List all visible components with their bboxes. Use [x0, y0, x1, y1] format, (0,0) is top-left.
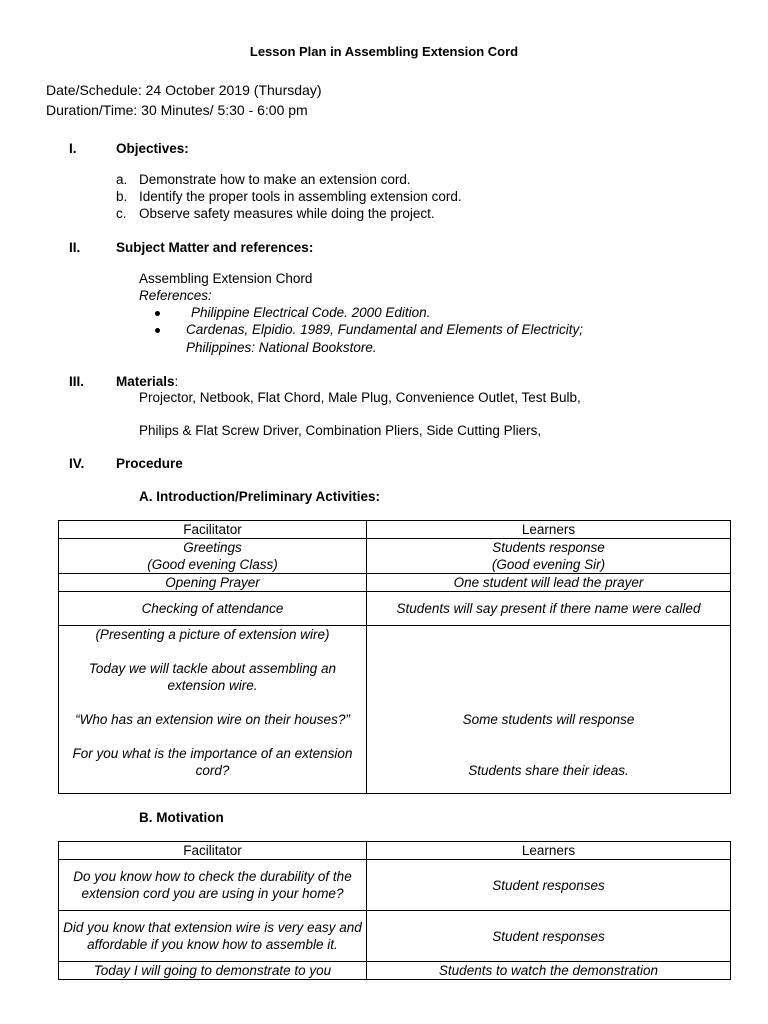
table-header-row: [59, 842, 731, 860]
cell-line: For you what is the importance of an extension cord?: [72, 746, 353, 778]
objective-item: Observe safety measures while doing the project.: [139, 206, 435, 221]
subsection-heading-motivation: B. Motivation: [139, 810, 224, 825]
cell-line: Students share their ideas.: [468, 763, 629, 778]
facilitator-cell: [59, 626, 367, 794]
table-header-cell: Learners: [367, 842, 731, 860]
reference-item: Cardenas, Elpidio. 1989, Fundamental and Elements of Electricity;: [186, 322, 583, 337]
section-heading-procedure: Procedure: [116, 456, 183, 471]
materials-list: Philips & Flat Screw Driver, Combination Pliers, Side Cutting Pliers,: [139, 423, 542, 438]
table-row: [59, 574, 731, 592]
section-heading-materials: [116, 374, 178, 389]
materials-heading-text: Materials: [116, 374, 175, 389]
introduction-table: [58, 520, 731, 794]
bullet-icon: [155, 311, 160, 316]
table-row: [59, 626, 731, 794]
learners-cell: Student responses: [367, 860, 731, 911]
section-numeral-subject: II.: [69, 240, 81, 255]
section-numeral-materials: III.: [69, 374, 85, 389]
facilitator-cell: Checking of attendance: [59, 592, 367, 626]
facilitator-cell: [59, 539, 367, 574]
cell-line: Students response: [492, 540, 605, 555]
reference-item: Philippines: National Bookstore.: [186, 340, 377, 355]
subsection-heading-introduction: A. Introduction/Preliminary Activities:: [139, 489, 381, 504]
learners-cell: Student responses: [367, 911, 731, 962]
facilitator-cell: Opening Prayer: [59, 574, 367, 592]
learners-cell: One student will lead the prayer: [367, 574, 731, 592]
objective-letter: c.: [116, 206, 127, 221]
objective-item: Identify the proper tools in assembling extension cord.: [139, 189, 462, 204]
table-row: [59, 962, 731, 980]
cell-line: Some students will response: [462, 712, 635, 727]
cell-line: “Who has an extension wire on their houses?”: [75, 712, 350, 727]
section-heading-objectives: Objectives:: [116, 141, 189, 156]
cell-line: (Good evening Class): [147, 557, 278, 572]
table-header-cell: Facilitator: [59, 521, 367, 539]
reference-item: Philippine Electrical Code. 2000 Edition.: [191, 305, 431, 320]
facilitator-cell: Did you know that extension wire is very easy and affordable if you know how to assemble it.: [59, 911, 367, 962]
date-schedule: Date/Schedule: 24 October 2019 (Thursday): [46, 82, 322, 98]
cell-line: (Presenting a picture of extension wire): [95, 627, 330, 642]
bullet-icon: [155, 328, 160, 333]
table-header-row: [59, 521, 731, 539]
references-label: References:: [139, 288, 212, 303]
table-header-cell: Facilitator: [59, 842, 367, 860]
section-numeral-procedure: IV.: [69, 456, 85, 471]
subject-topic: Assembling Extension Chord: [139, 271, 313, 286]
cell-line: Today we will tackle about assembling an extension wire.: [88, 661, 337, 693]
objective-letter: b.: [116, 189, 128, 204]
materials-list: Projector, Netbook, Flat Chord, Male Plug, Convenience Outlet, Test Bulb,: [139, 390, 581, 405]
table-header-cell: Learners: [367, 521, 731, 539]
table-row: [59, 911, 731, 962]
learners-cell: Students to watch the demonstration: [367, 962, 731, 980]
section-heading-subject: Subject Matter and references:: [116, 240, 314, 255]
table-row: [59, 539, 731, 574]
cell-line: Greetings: [183, 540, 242, 555]
duration-time: Duration/Time: 30 Minutes/ 5:30 - 6:00 pm: [46, 102, 308, 118]
section-numeral-objectives: I.: [69, 141, 77, 156]
page-title: Lesson Plan in Assembling Extension Cord: [249, 44, 519, 59]
materials-colon: :: [174, 374, 179, 389]
cell-line: (Good evening Sir): [491, 557, 606, 572]
objective-letter: a.: [116, 172, 128, 187]
objective-item: Demonstrate how to make an extension cord.: [139, 172, 411, 187]
table-row: [59, 860, 731, 911]
learners-cell: [367, 539, 731, 574]
table-row: [59, 592, 731, 626]
facilitator-cell: Do you know how to check the durability of the extension cord you are using in your home?: [59, 860, 367, 911]
learners-cell: [367, 626, 731, 794]
motivation-table: [58, 841, 731, 980]
facilitator-cell: Today I will going to demonstrate to you: [59, 962, 367, 980]
learners-cell: Students will say present if there name were called: [367, 592, 731, 626]
